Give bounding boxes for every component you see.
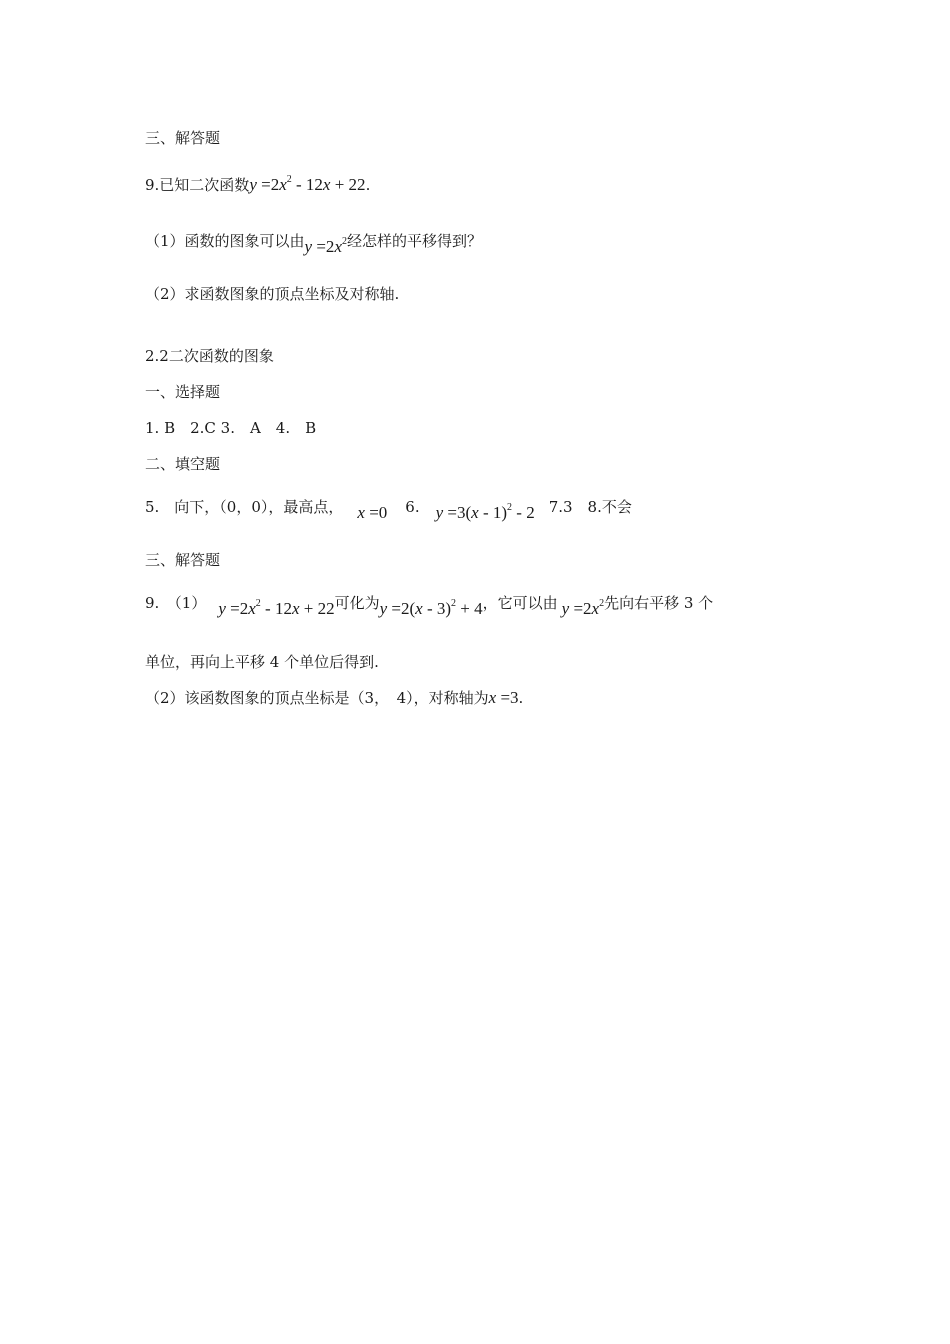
answer-6-formula: y =3(x - 1)$^2$ - 2	[435, 502, 535, 522]
answer-6-label: 6.	[405, 498, 420, 516]
answer-7-8: 7.3 8.不会	[548, 498, 632, 516]
answer-9-part-2-formula: x =3	[488, 688, 519, 707]
question-9	[145, 170, 370, 195]
answer-fill-blanks	[145, 492, 632, 522]
answer-9-text-2: ，它可以由	[482, 594, 558, 612]
answer-9-part-2-suffix: .	[518, 689, 524, 707]
part-1-formula: $y =2x^2$	[304, 236, 347, 256]
answer-section-fill: 二、填空题	[145, 455, 221, 473]
answer-9-part-1	[145, 588, 714, 618]
answer-9-formula-2: y =2(x - 3)$^2$ + 4	[379, 598, 483, 618]
question-9-part-2: （2）求函数图象的顶点坐标及对称轴.	[145, 285, 400, 303]
answer-9-text-1: 可化为	[334, 594, 380, 612]
answer-9-text-3: 先向右平移 3 个	[604, 594, 714, 612]
answer-9-continued: 单位，再向上平移 4 个单位后得到.	[145, 653, 379, 671]
answer-choices: 1. B 2.C 3. A 4. B	[145, 419, 317, 437]
part-1-suffix: 经怎样的平移得到？	[346, 232, 482, 250]
answer-9-formula-1: $y =2x^2 - 12x + 22$	[218, 598, 335, 618]
answer-9-label: 9. （1）	[145, 594, 207, 612]
answer-section-choice: 一、选择题	[145, 383, 221, 401]
answer-5-formula: x =0	[357, 503, 388, 522]
answer-9-part-2-prefix: （2）该函数图象的顶点坐标是（3， 4），对称轴为	[145, 689, 489, 707]
question-9-part-1	[145, 226, 482, 256]
answer-5: 5. 向下，（0，0），最高点，	[145, 498, 344, 516]
answer-9-formula-3: $y =2x^2$	[561, 598, 605, 618]
question-9-suffix: .	[365, 176, 371, 194]
question-9-formula: $y =2x^2 - 12x + 22$	[249, 174, 366, 194]
answer-9-part-2	[145, 688, 523, 708]
section-heading-answers: 三、解答题	[145, 129, 221, 147]
question-9-prefix: 9.已知二次函数	[145, 176, 250, 194]
answer-key-title: 2.2二次函数的图象	[145, 347, 274, 365]
answer-section-solve: 三、解答题	[145, 551, 221, 569]
part-1-prefix: （1）函数的图象可以由	[145, 232, 305, 250]
